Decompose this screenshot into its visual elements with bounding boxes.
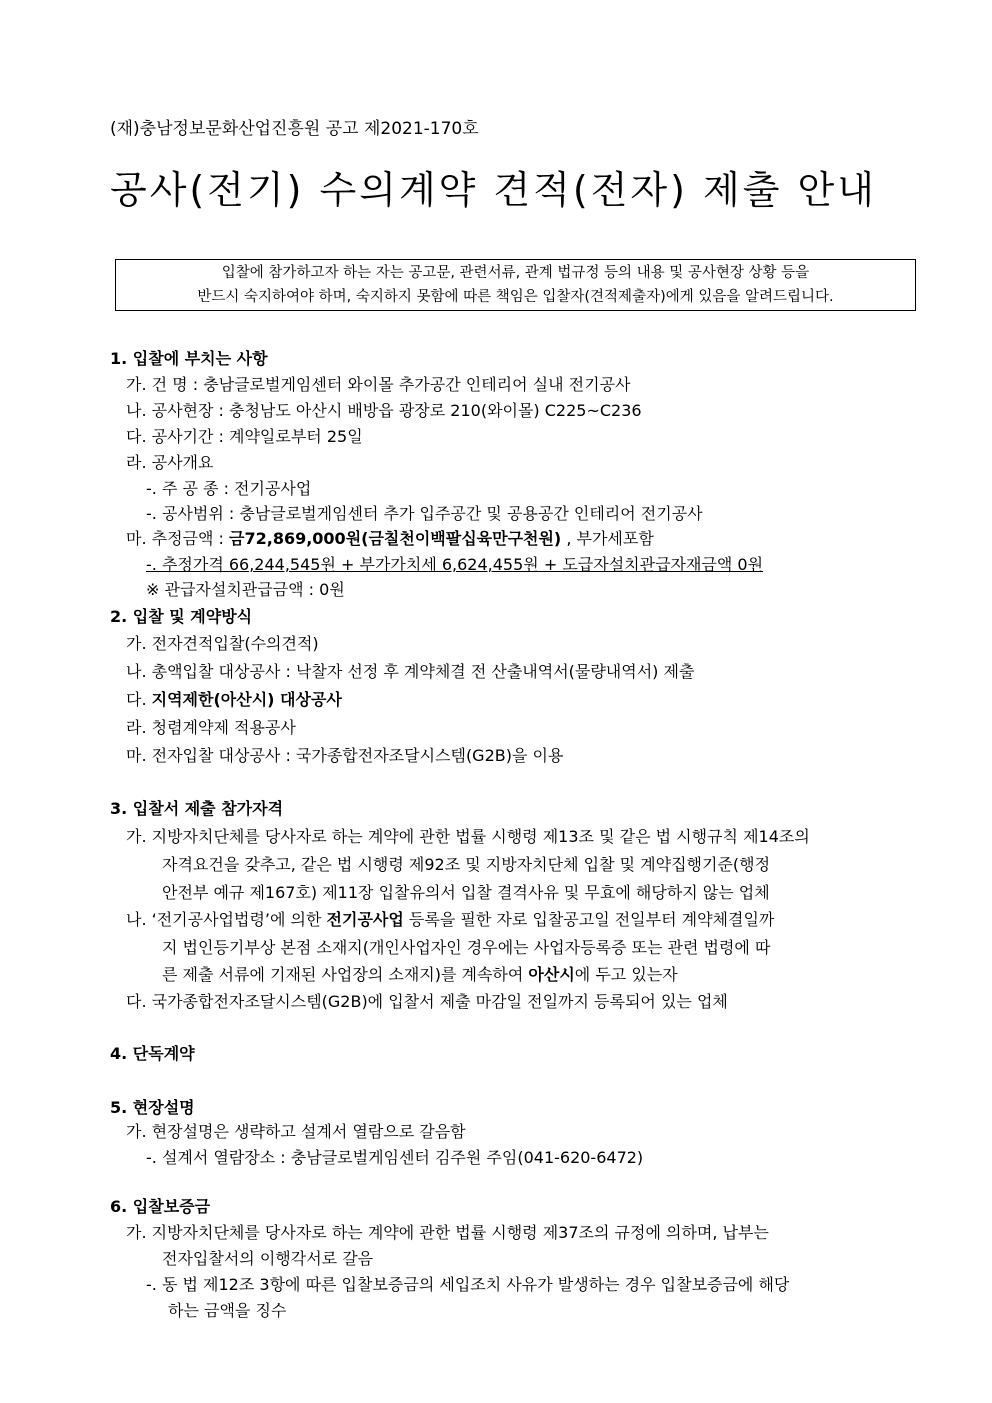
sub-item: -. 추정가격 66,244,545원 + 부가가치세 6,624,455원 + 도급자설치관급자재금액 0원 [146,555,764,574]
list-item: 가. 건 명 : 충남글로벌게임센터 와이몰 추가공간 인테리어 실내 전기공사 [126,375,631,394]
list-item: 가. 지방자치단체를 당사자로 하는 계약에 관한 법률 시행령 제37조의 규정에 의하며, 납부는 [126,1223,769,1242]
list-item-text: 른 제출 서류에 기재된 사업장의 소재지)를 계속하여 [162,965,529,984]
list-item-text: 나. ‘전기공사업법령’에 의한 [126,910,327,929]
list-item: 라. 공사개요 [126,453,214,472]
list-item-continuation: 전자입찰서의 이행각서로 갈음 [162,1249,374,1268]
section-heading: 1. 입찰에 부치는 사항 [110,349,268,368]
list-item-continuation: 자격요건을 갖추고, 같은 법 시행령 제92조 및 지방자치단체 입찰 및 계약집행기준(행정 [162,855,771,874]
list-item: 나. 공사현장 : 충청남도 아산시 배방읍 광장로 210(와이몰) C225~C236 [126,401,642,420]
section-heading: 3. 입찰서 제출 참가자격 [110,799,284,818]
region-restriction: 지역제한(아산시) 대상공사 [151,690,342,709]
list-item: 마. 전자입찰 대상공사 : 국가종합전자조달시스템(G2B)을 이용 [126,746,564,765]
list-item-prefix: 다. [126,690,152,709]
section-heading: 5. 현장설명 [110,1098,195,1117]
sub-item: ※ 관급자설치관급금액 : 0원 [146,580,345,599]
sub-item-continuation: 하는 금액을 징수 [168,1301,287,1320]
list-item: 다. 국가종합전자조달시스템(G2B)에 입찰서 제출 마감일 전일까지 등록되어 있는 업체 [126,992,728,1011]
region-name: 아산시 [528,965,575,984]
list-item [126,908,774,932]
notice-line: 입찰에 참가하고자 하는 자는 공고문, 관련서류, 관계 법규정 등의 내용 및 공사현장 상황 등을 [221,265,810,281]
sub-item: -. 동 법 제12조 3항에 따른 입찰보증금의 세입조치 사유가 발생하는 경우 입찰보증금에 해당 [146,1275,790,1294]
section-heading: 4. 단독계약 [110,1044,195,1063]
estimated-amount-value: 금72,869,000원(금칠천이백팔십육만구천원) [229,529,562,548]
list-item-continuation: 지 법인등기부상 본점 소재지(개인사업자인 경우에는 사업자등록증 또는 관련 법령에 따 [162,938,771,957]
list-item [126,688,342,712]
notice-number: (재)충남정보문화산업진흥원 공고 제2021-170호 [110,119,479,139]
list-item: 가. 전자견적입찰(수의견적) [126,634,319,653]
section-heading: 6. 입찰보증금 [110,1197,211,1216]
sub-item: -. 공사범위 : 충남글로벌게임센터 추가 입주공간 및 공용공간 인테리어 전기공사 [146,504,703,523]
list-item: 다. 공사기간 : 계약일로부터 25일 [126,427,363,446]
notice-line: 반드시 숙지하여야 하며, 숙지하지 못함에 따른 책임은 입찰자(견적제출자)에게 있음을 알려드립니다. [197,289,834,305]
section-heading: 2. 입찰 및 계약방식 [110,607,253,626]
page-title: 공사(전기) 수의계약 견적(전자) 제출 안내 [110,168,877,212]
list-item-text: 에 두고 있는자 [574,965,678,984]
notice-box [115,259,916,311]
list-item-continuation [162,963,678,987]
sub-item: -. 설계서 열람장소 : 충남글로벌게임센터 김주원 주임(041-620-6472) [146,1148,644,1167]
list-item-text: 등록을 필한 자로 입찰공고일 전일부터 계약체결일까 [403,910,775,929]
list-item: 나. 총액입찰 대상공사 : 낙찰자 선정 후 계약체결 전 산출내역서(물량내역서) 제출 [126,662,695,681]
list-item: 가. 현장설명은 생략하고 설계서 열람으로 갈음함 [126,1122,466,1141]
list-item: 가. 지방자치단체를 당사자로 하는 계약에 관한 법률 시행령 제13조 및 같은 법 시행규칙 제14조의 [126,827,810,846]
estimated-amount [126,527,654,551]
license-type: 전기공사업 [326,910,404,929]
sub-item: -. 주 공 종 : 전기공사업 [146,479,312,498]
list-item: 라. 청렴계약제 적용공사 [126,718,296,737]
estimated-amount-label: 마. 추정금액 : [126,529,230,548]
list-item-continuation: 안전부 예규 제167호) 제11장 입찰유의서 입찰 결격사유 및 무효에 해당하지 않는 업체 [162,883,770,902]
estimated-amount-note: , 부가세포함 [561,529,654,548]
